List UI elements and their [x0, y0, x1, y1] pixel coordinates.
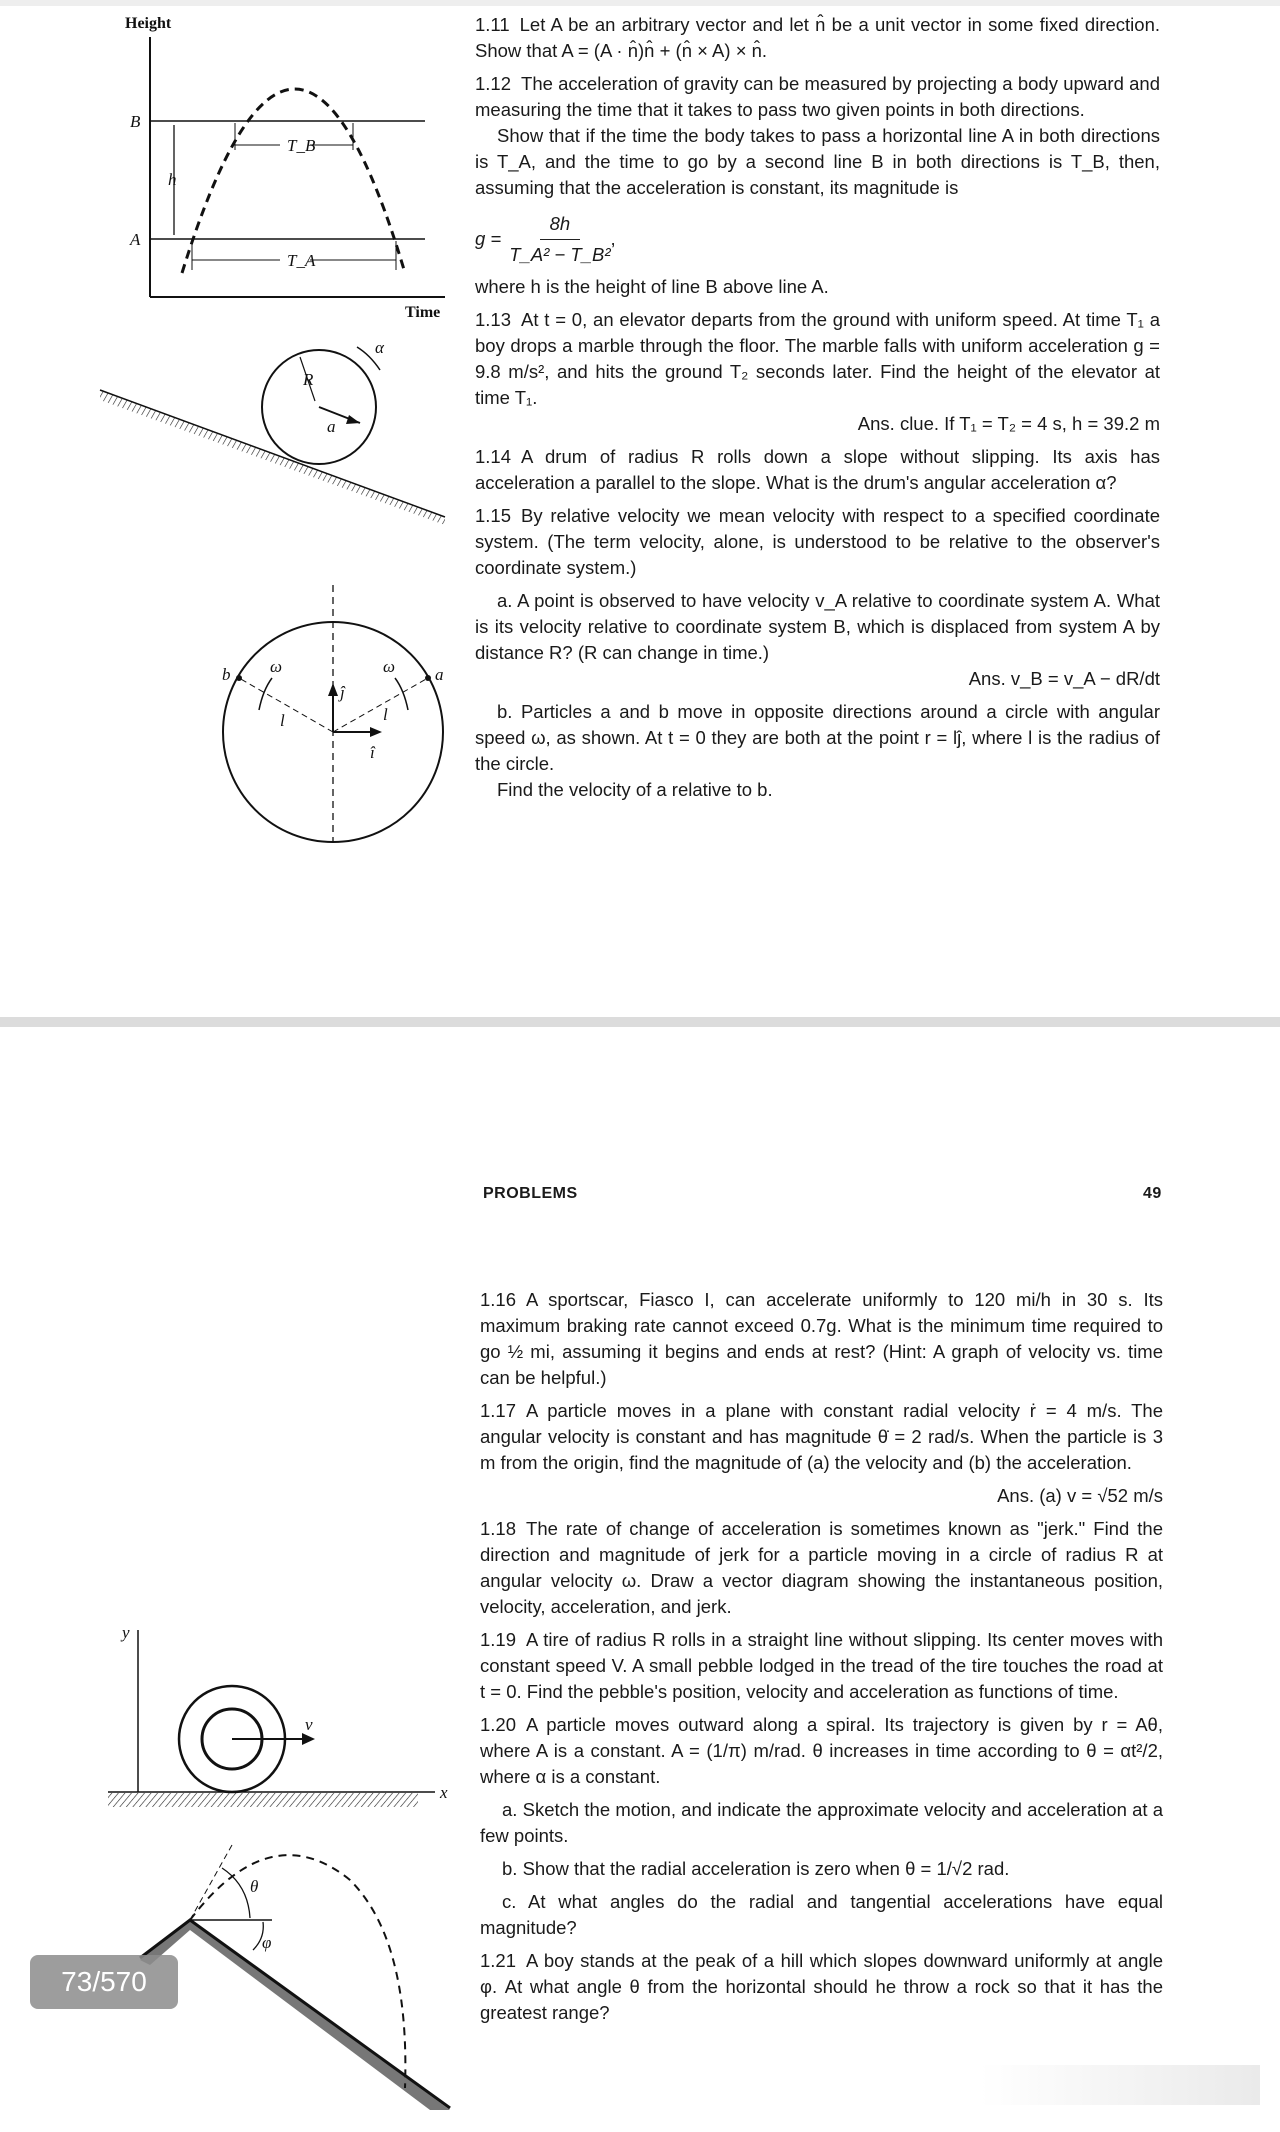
problem-number: 1.17 — [480, 1400, 517, 1421]
slope-line — [100, 390, 445, 517]
trajectory-curve — [182, 89, 405, 273]
formula-lhs: g = — [475, 228, 502, 249]
label-b: B — [130, 112, 141, 131]
problem-1-19 — [480, 1627, 1163, 1705]
problem-1-13 — [475, 307, 1160, 411]
label-omega-left: ω — [270, 657, 283, 676]
problem-text: A boy stands at the peak of a hill which slopes downward uniformly at angle φ. At what angle θ from the horizontal should he throw a rock so that it has the greatest range? — [480, 1950, 1163, 2023]
label-tb: T_B — [287, 136, 316, 155]
label-v: v — [305, 1715, 313, 1734]
label-b: b — [222, 665, 231, 684]
problem-text: At t = 0, an elevator departs from the ground with uniform speed. At time T₁ a boy drops a marble through the floor. The marble falls with uniform acceleration g = 9.8 m/s², and hits the ground T₂ seconds later. Find the height of the elevator at time T₁. — [475, 309, 1160, 408]
problem-text: The rate of change of acceleration is sometimes known as "jerk." Find the direction and magnitude of jerk for a particle moving in a circle of radius R at angular velocity ω. Draw a vector diagram showing the instantaneous position, velocity, acceleration, and jerk. — [480, 1518, 1163, 1617]
problem-1-12 — [475, 71, 1160, 123]
problem-1-18 — [480, 1516, 1163, 1620]
problem-text: A sportscar, Fiasco I, can accelerate uniformly to 120 mi/h in 30 s. Its maximum braking rate cannot exceed 0.7g. What is the minimum time required to go ½ mi, assuming it begins and ends at rest? (Hint: A graph of velocity vs. time can be helpful.) — [480, 1289, 1163, 1388]
problem-1-17 — [480, 1398, 1163, 1476]
problem-1-15 — [475, 503, 1160, 581]
problem-text: The acceleration of gravity can be measured by projecting a body upward and measuring the time that it takes to pass two given points in both directions. — [475, 73, 1160, 120]
answer-1-13: Ans. clue. If T₁ = T₂ = 4 s, h = 39.2 m — [857, 413, 1160, 434]
problem-number: 1.13 — [475, 309, 512, 330]
label-l-left: l — [280, 711, 285, 730]
label-i-hat: î — [370, 743, 375, 762]
problem-text: A drum of radius R rolls down a slope without slipping. Its axis has acceleration a parallel to the slope. What is the drum's angular acceleration α? — [475, 446, 1160, 493]
problem-1-20-c: c. At what angles do the radial and tangential accelerations have equal magnitude? — [480, 1891, 1163, 1938]
label-j-hat: ĵ — [340, 683, 345, 702]
height-time-figure — [120, 15, 450, 325]
label-x: x — [440, 1783, 448, 1802]
circle-figure — [215, 580, 455, 850]
formula-fraction — [509, 211, 610, 268]
problem-1-20-a: a. Sketch the motion, and indicate the approximate velocity and acceleration at a few points. — [480, 1799, 1163, 1846]
label-omega-right: ω — [383, 657, 396, 676]
running-header: PROBLEMS — [483, 1185, 578, 1202]
problem-text: A particle moves outward along a spiral. Its trajectory is given by r = Aθ, where A is a constant. A = (1/π) m/rad. θ increases in time according to θ = αt²/2, where α is a constant. — [480, 1714, 1163, 1787]
tire-figure — [100, 1620, 460, 1820]
problem-1-12-body: Show that if the time the body takes to pass a horizontal line A in both directions is T_A, and the time to go by a second line B in both directions is T_B, then, assuming that the acceleration is constant, its magnitude is — [475, 125, 1160, 198]
problem-number: 1.18 — [480, 1518, 517, 1539]
problem-number: 1.19 — [480, 1629, 517, 1650]
label-a: a — [435, 665, 444, 684]
problem-1-16 — [480, 1287, 1163, 1391]
page-indicator: 73/570 — [30, 1955, 178, 2009]
problem-number: 1.16 — [480, 1289, 517, 1310]
page-separator — [0, 1017, 1280, 1027]
top-bar — [0, 0, 1280, 6]
problem-1-11 — [475, 12, 1160, 64]
x-axis-label: Time — [405, 304, 441, 321]
label-theta: θ — [250, 1877, 259, 1896]
problem-1-20-b: b. Show that the radial acceleration is zero when θ = 1/√2 rad. — [502, 1858, 1010, 1879]
formula-tail: , — [610, 228, 616, 249]
problem-number: 1.11 — [475, 14, 510, 35]
label-alpha: α — [375, 338, 384, 357]
problem-number: 1.14 — [475, 446, 512, 467]
label-ta: T_A — [287, 251, 316, 270]
problem-1-15-b-find: Find the velocity of a relative to b. — [497, 779, 773, 800]
problem-1-15-a: a. A point is observed to have velocity v_A relative to coordinate system A. What is its velocity relative to coordinate system B, which is displaced from system A by distance R? (R can change in time.) — [475, 590, 1160, 663]
problem-text: Let A be an arbitrary vector and let n̂ be a unit vector in some fixed direction. Show that A = (A · n̂)n̂ + (n̂ × A) × n̂. — [475, 14, 1160, 61]
problem-text: By relative velocity we mean velocity with respect to a specified coordinate system. (The term velocity, alone, is understood to be relative to the observer's coordinate system.) — [475, 505, 1160, 578]
hill-figure — [130, 1840, 460, 2130]
gravity-formula — [475, 208, 1160, 270]
label-a: a — [327, 417, 336, 436]
problem-text: A particle moves in a plane with constant radial velocity ṙ = 4 m/s. The angular velocity is constant and has magnitude θ̇ = 2 rad/s. When the particle is 3 m from the origin, find the magnitude of (a) the velocity and (b) the acceleration. — [480, 1400, 1163, 1473]
problem-text: A tire of radius R rolls in a straight line without slipping. Its center moves with constant speed V. A small pebble lodged in the tread of the tire touches the road at t = 0. Find the pebble's position, velocity and acceleration as functions of time. — [480, 1629, 1163, 1702]
label-l-right: l — [383, 705, 388, 724]
page2-text-column — [480, 1287, 1163, 2033]
problem-number: 1.20 — [480, 1714, 517, 1735]
label-y: y — [122, 1623, 130, 1642]
formula-denominator: T_A² − T_B² — [509, 243, 611, 265]
scroll-artifact — [980, 2065, 1260, 2105]
label-r: R — [303, 370, 314, 389]
problem-number: 1.21 — [480, 1950, 517, 1971]
problem-1-14 — [475, 444, 1160, 496]
page-number: 49 — [1143, 1185, 1162, 1202]
label-a: A — [130, 230, 141, 249]
label-phi: φ — [262, 1933, 272, 1952]
drum-slope-figure — [95, 335, 455, 525]
problem-1-12-where: where h is the height of line B above line A. — [475, 276, 829, 297]
problem-1-21 — [480, 1948, 1163, 2026]
answer-1-17: Ans. (a) v = √52 m/s — [997, 1485, 1163, 1506]
problem-number: 1.15 — [475, 505, 512, 526]
problem-number: 1.12 — [475, 73, 512, 94]
label-h: h — [168, 170, 177, 189]
formula-numerator: 8h — [540, 211, 581, 240]
page1-text-column — [475, 12, 1160, 810]
answer-1-15-a: Ans. v_B = v_A − dR/dt — [968, 668, 1160, 689]
problem-1-20 — [480, 1712, 1163, 1790]
problem-1-15-b: b. Particles a and b move in opposite directions around a circle with angular speed ω, as shown. At t = 0 they are both at the point r = lĵ, where l is the radius of the circle. — [475, 701, 1160, 774]
y-axis-label: Height — [125, 15, 172, 32]
